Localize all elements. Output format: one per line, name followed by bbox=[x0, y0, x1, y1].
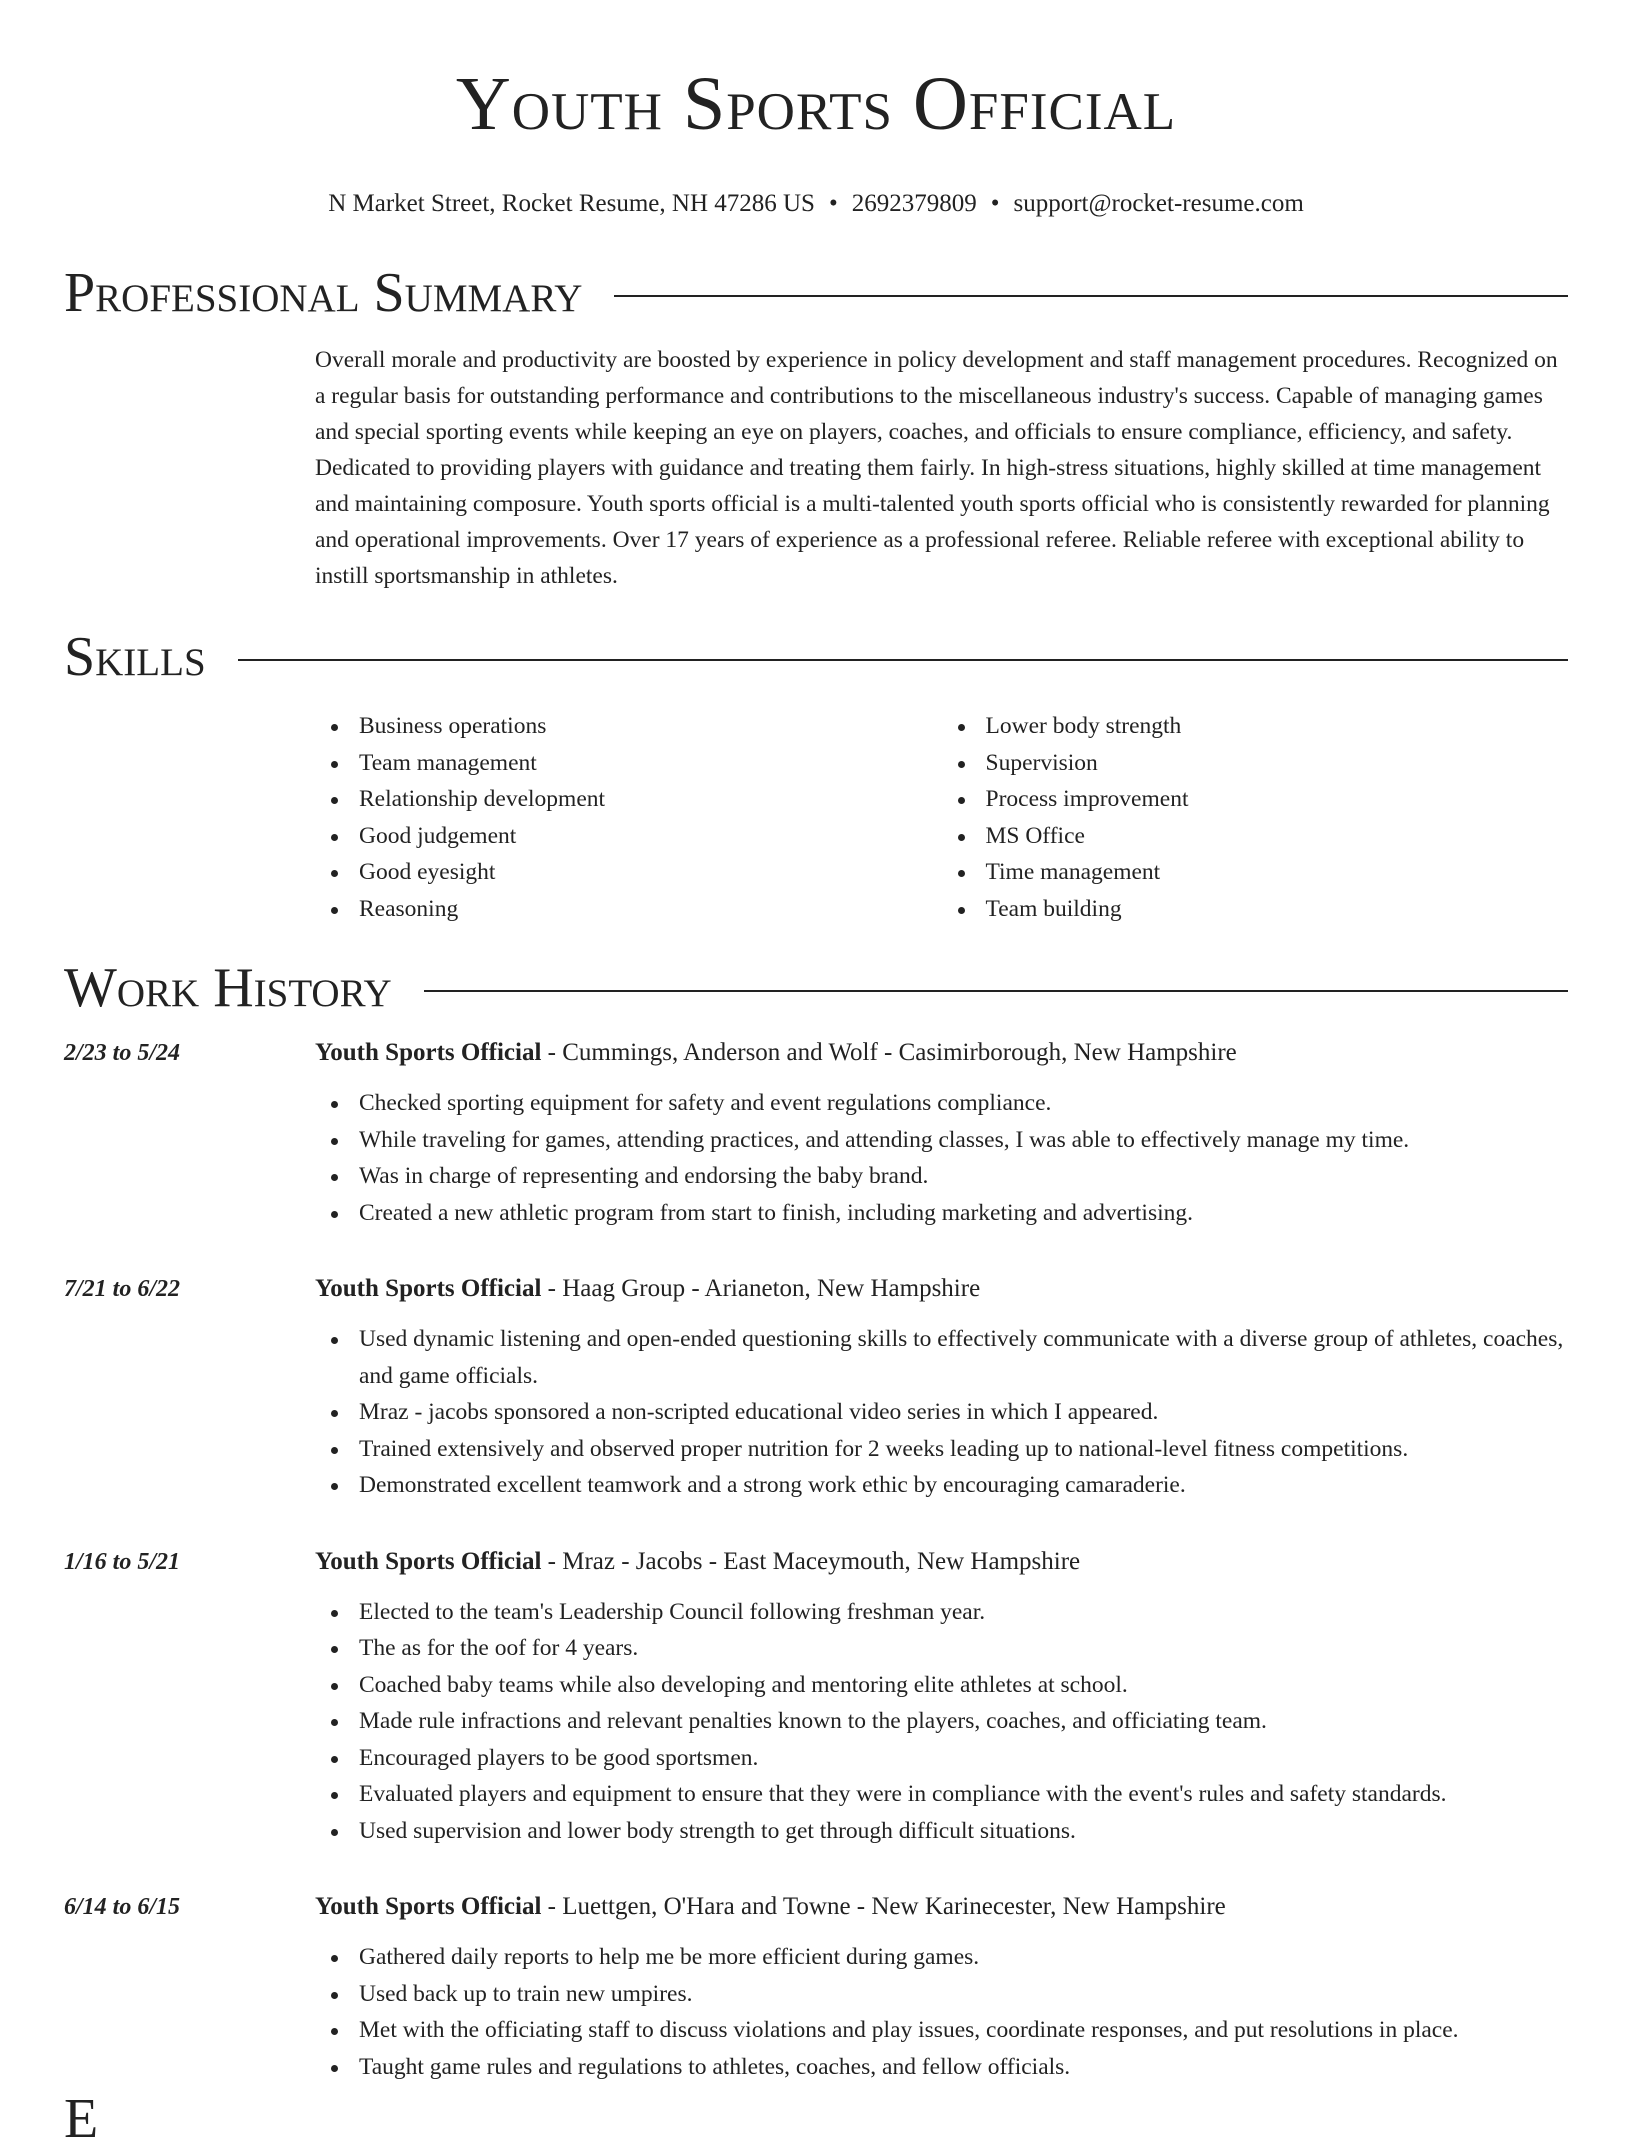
skill-item: Business operations bbox=[315, 708, 942, 745]
summary-text: Overall morale and productivity are boosted by experience in policy development and staff management procedures. Recognized on a regular basis for outstanding performance and contributions to the miscellaneous industry's success. Capable of managing games and special sporting events while keeping an eye on players, coaches, and officials to ensure compliance, efficiency, and safety. Dedicated to providing players with guidance and treating them fairly. In high-stress situations, highly skilled at time management and maintaining composure. Youth sports official is a multi-talented youth sports official who is consistently rewarded for planning and operational improvements. Over 17 years of experience as a professional referee. Reliable referee with exceptional ability to instill sportsmanship in athletes. bbox=[315, 347, 1558, 589]
job-employer: - Mraz - Jacobs - East Maceymouth, New Hampshire bbox=[541, 1547, 1081, 1575]
job-title: Youth Sports Official bbox=[315, 1893, 542, 1920]
duty-item: Used dynamic listening and open-ended questioning skills to effectively communicate with a diverse group of athletes, coaches, and game officials. bbox=[315, 1321, 1568, 1394]
duty-item: Made rule infractions and relevant penalties known to the players, coaches, and officiating team. bbox=[315, 1703, 1568, 1740]
work-history-header bbox=[64, 955, 1568, 1021]
work-history-section bbox=[64, 955, 1568, 2085]
work-history-heading: Work History bbox=[64, 957, 392, 1019]
job-dates: 1/16 to 5/21 bbox=[64, 1548, 181, 1575]
job-header bbox=[315, 1271, 1568, 1307]
duty-item: Created a new athletic program from start to finish, including marketing and advertising. bbox=[315, 1195, 1568, 1232]
summary-heading: Professional Summary bbox=[64, 262, 583, 324]
duty-item: Used supervision and lower body strength to get through difficult situations. bbox=[315, 1813, 1568, 1850]
skills-list-left bbox=[315, 708, 942, 927]
job-title: Youth Sports Official bbox=[315, 1547, 542, 1575]
duty-item: Used back up to train new umpires. bbox=[315, 1976, 1568, 2013]
job-entry bbox=[64, 1544, 1568, 1850]
skill-item: Process improvement bbox=[942, 781, 1569, 818]
job-header bbox=[315, 1889, 1568, 1925]
skill-item: Lower body strength bbox=[942, 708, 1569, 745]
job-duties bbox=[315, 1085, 1568, 1231]
job-body bbox=[315, 1035, 1568, 1231]
job-entry bbox=[64, 1889, 1568, 2085]
job-body bbox=[315, 1271, 1568, 1504]
job-duties bbox=[315, 1321, 1568, 1504]
duty-item: Demonstrated excellent teamwork and a strong work ethic by encouraging camaraderie. bbox=[315, 1467, 1568, 1504]
summary-section bbox=[64, 260, 1568, 594]
duty-item: The as for the oof for 4 years. bbox=[315, 1630, 1568, 1667]
skill-item: Good eyesight bbox=[315, 854, 942, 891]
job-body bbox=[315, 1544, 1568, 1850]
job-duties bbox=[315, 1939, 1568, 2085]
job-dates: 7/21 to 6/22 bbox=[64, 1276, 181, 1302]
section-divider bbox=[614, 295, 1568, 297]
skills-heading: Skills bbox=[64, 626, 206, 688]
duty-item: Gathered daily reports to help me be more efficient during games. bbox=[315, 1939, 1568, 1976]
contact-phone: 2692379809 bbox=[851, 190, 977, 217]
job-employer: - Luettgen, O'Hara and Towne - New Karinecester, New Hampshire bbox=[541, 1893, 1226, 1920]
section-divider bbox=[238, 659, 1568, 661]
job-header bbox=[315, 1035, 1568, 1071]
duty-item: While traveling for games, attending practices, and attending classes, I was able to effectively manage my time. bbox=[315, 1122, 1568, 1159]
skill-item: MS Office bbox=[942, 818, 1569, 855]
skill-item: Reasoning bbox=[315, 891, 942, 928]
job-employer: - Haag Group - Arianeton, New Hampshire bbox=[541, 1275, 981, 1302]
duty-item: Mraz - jacobs sponsored a non-scripted educational video series in which I appeared. bbox=[315, 1394, 1568, 1431]
contact-separator: • bbox=[828, 190, 838, 217]
duty-item: Checked sporting equipment for safety and event regulations compliance. bbox=[315, 1085, 1568, 1122]
contact-line bbox=[64, 188, 1568, 220]
job-duties bbox=[315, 1594, 1568, 1850]
next-section-heading-cutoff: E bbox=[64, 2088, 99, 2150]
job-employer: - Cummings, Anderson and Wolf - Casimirborough, New Hampshire bbox=[541, 1039, 1237, 1066]
duty-item: Coached baby teams while also developing and mentoring elite athletes at school. bbox=[315, 1667, 1568, 1704]
skill-item: Supervision bbox=[942, 745, 1569, 782]
skill-item: Team management bbox=[315, 745, 942, 782]
contact-email: support@rocket-resume.com bbox=[1013, 190, 1304, 217]
skill-item: Relationship development bbox=[315, 781, 942, 818]
contact-separator: • bbox=[990, 190, 1000, 217]
job-entry bbox=[64, 1035, 1568, 1231]
skills-columns bbox=[64, 708, 1568, 927]
skill-item: Time management bbox=[942, 854, 1569, 891]
duty-item: Evaluated players and equipment to ensure that they were in compliance with the event's rules and safety standards. bbox=[315, 1776, 1568, 1813]
skills-section bbox=[64, 624, 1568, 927]
skills-list-right bbox=[942, 708, 1569, 927]
job-body bbox=[315, 1889, 1568, 2085]
resume-title: Youth Sports Official bbox=[455, 62, 1177, 146]
duty-item: Encouraged players to be good sportsmen. bbox=[315, 1740, 1568, 1777]
job-title: Youth Sports Official bbox=[315, 1039, 542, 1066]
duty-item: Met with the officiating staff to discuss violations and play issues, coordinate responses, and put resolutions in place. bbox=[315, 2012, 1568, 2049]
job-entry bbox=[64, 1271, 1568, 1504]
skills-header bbox=[64, 624, 1568, 690]
job-title: Youth Sports Official bbox=[315, 1275, 542, 1302]
job-dates: 6/14 to 6/15 bbox=[64, 1894, 181, 1920]
job-header bbox=[315, 1544, 1568, 1580]
duty-item: Was in charge of representing and endorsing the baby brand. bbox=[315, 1158, 1568, 1195]
duty-item: Elected to the team's Leadership Council following freshman year. bbox=[315, 1594, 1568, 1631]
duty-item: Trained extensively and observed proper nutrition for 2 weeks leading up to national-level fitness competitions. bbox=[315, 1431, 1568, 1468]
duty-item: Taught game rules and regulations to athletes, coaches, and fellow officials. bbox=[315, 2049, 1568, 2086]
section-divider bbox=[424, 990, 1568, 992]
summary-header bbox=[64, 260, 1568, 326]
skill-item: Team building bbox=[942, 891, 1569, 928]
job-dates: 2/23 to 5/24 bbox=[64, 1040, 181, 1066]
job-list bbox=[64, 1035, 1568, 2085]
contact-address: N Market Street, Rocket Resume, NH 47286 US bbox=[328, 190, 815, 217]
skill-item: Good judgement bbox=[315, 818, 942, 855]
